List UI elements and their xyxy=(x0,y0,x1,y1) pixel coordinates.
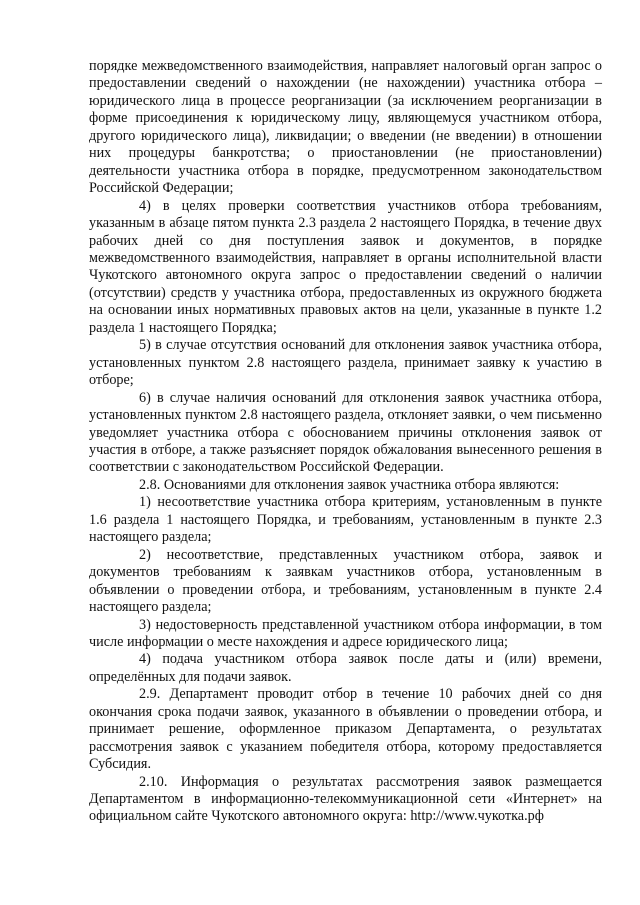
paragraph-2-10: 2.10. Информация о результатах рассмотрения заявок размещается Департаментом в информационно-телекоммуникационной сети «Интернет» на официальном сайте Чукотского автономного округа: http://www.чукотка.рф xyxy=(89,773,602,825)
paragraph-item-5: 5) в случае отсутствия оснований для отклонения заявок участника отбора, установленных пунктом 2.8 настоящего раздела, принимает заявку к участию в отборе; xyxy=(89,337,602,389)
paragraph-2-8-item-1: 1) несоответствие участника отбора критериям, установленным в пункте 1.6 раздела 1 настоящего Порядка, и требованиям, установленным в пункте 2.3 настоящего раздела; xyxy=(89,494,602,546)
paragraph-2-8-item-3: 3) недостоверность представленной участником отбора информации, в том числе информации о месте нахождения и адресе юридического лица; xyxy=(89,616,602,650)
document-body xyxy=(89,58,602,826)
paragraph-2-9: 2.9. Департамент проводит отбор в течение 10 рабочих дней со дня окончания срока подачи заявок, указанного в объявлении о проведении отбора, и принимает решение, оформленное приказом Департамента, о результатах рассмотрения заявок с указанием победителя отбора, которому предоставляется Субсидия. xyxy=(89,686,602,773)
paragraph-2-8-item-2: 2) несоответствие, представленных участником отбора, заявок и документов требованиям к заявкам участников отбора, установленным в объявлении о проведении отбора, и требованиям, установленным в пункте 2.4 настоящего раздела; xyxy=(89,546,602,616)
paragraph-item-4: 4) в целях проверки соответствия участников отбора требованиям, указанным в абзаце пятом пункта 2.3 раздела 2 настоящего Порядка, в течение двух рабочих дней со дня поступления заявок и документов, в порядке межведомственного взаимодействия, направляет в органы исполнительной власти Чукотского автономного округа запрос о предоставлении сведений о наличии (отсутствии) средств у участника отбора, предоставленных из окружного бюджета на основании иных нормативных правовых актов на цели, указанные в пункте 1.2 раздела 1 настоящего Порядка; xyxy=(89,197,602,336)
paragraph-item-6: 6) в случае наличия оснований для отклонения заявок участника отбора, установленных пунктом 2.8 настоящего раздела, отклоняет заявки, о чем письменно уведомляет участника отбора с обоснованием причины отклонения заявок от участия в отборе, а также разъясняет порядок обжалования вынесенного решения в соответствии с законодательством Российской Федерации. xyxy=(89,389,602,476)
paragraph-2-8-heading: 2.8. Основаниями для отклонения заявок участника отбора являются: xyxy=(139,476,560,493)
paragraph-continuation: порядке межведомственного взаимодействия, направляет налоговый орган запрос о предоставлении сведений о нахождении (не нахождении) участника отбора – юридического лица в процессе реорганизации (за исключением реорганизации в форме присоединения к юридическому лицу, являющемуся участником отбора, другого юридического лица), ликвидации; о введении (не введении) в отношении них процедуры банкротства; о приостановлении (не приостановлении) деятельности участника отбора в порядке, предусмотренном законодательством Российской Федерации; xyxy=(89,58,602,197)
paragraph-2-8-item-4: 4) подача участником отбора заявок после даты и (или) времени, определённых для подачи заявок. xyxy=(89,651,602,685)
